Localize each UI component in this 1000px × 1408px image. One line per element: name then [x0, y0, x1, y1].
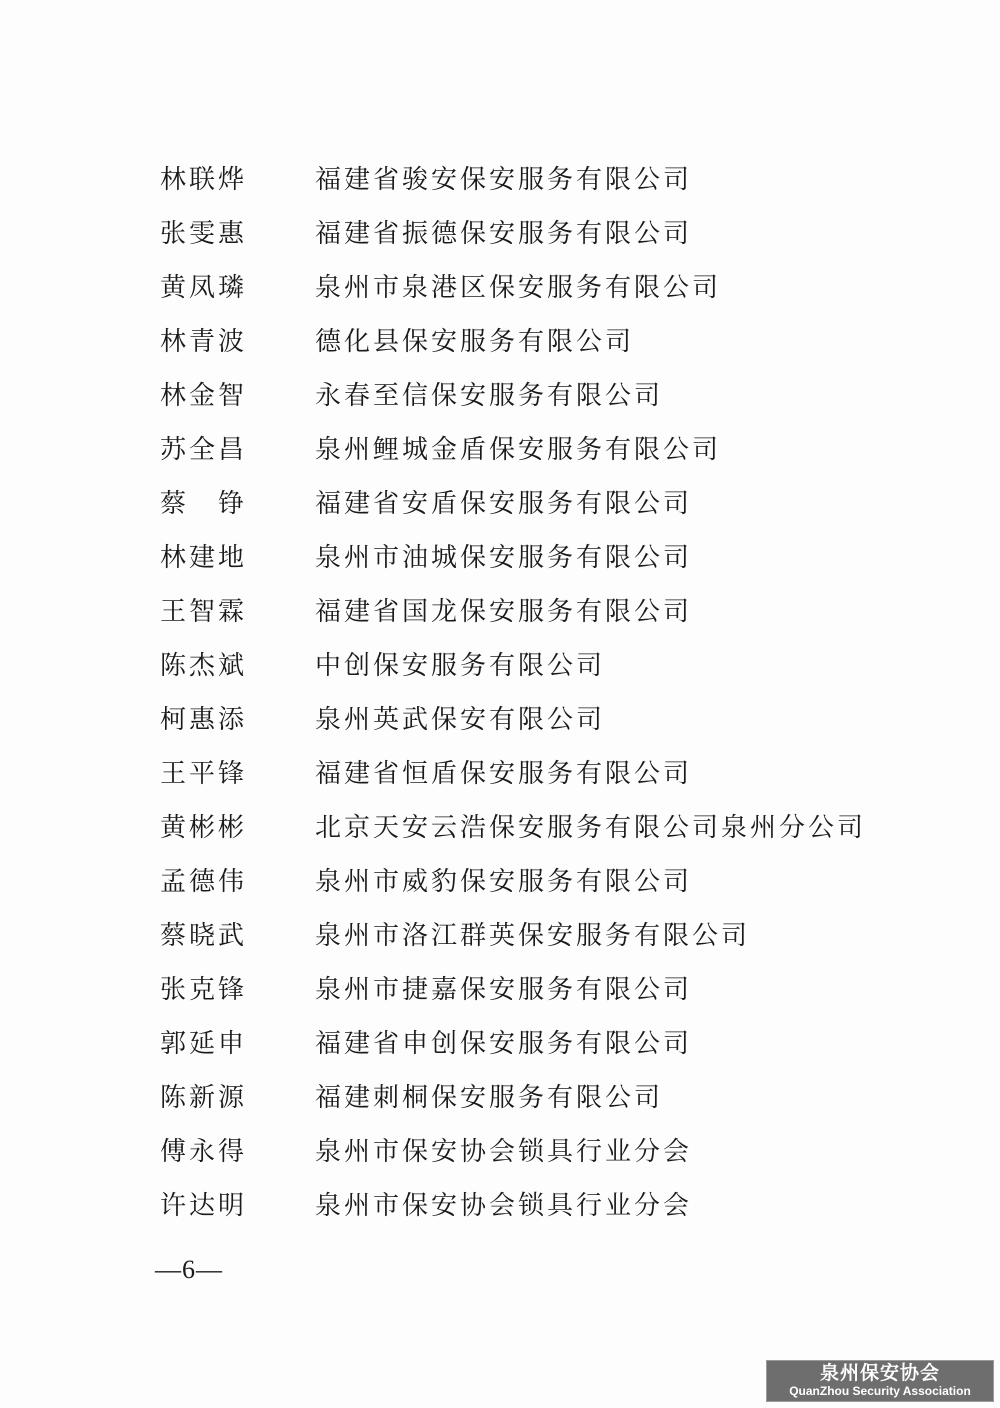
list-item — [160, 474, 920, 528]
watermark-title: 泉州保安协会 — [819, 1362, 940, 1384]
member-name: 郭延申 — [160, 1028, 248, 1059]
member-name: 傅永得 — [160, 1136, 248, 1167]
list-item — [160, 852, 920, 906]
list-item — [160, 582, 920, 636]
list-item — [160, 690, 920, 744]
member-list — [160, 150, 920, 1230]
member-organization: 福建省安盾保安服务有限公司 — [315, 488, 693, 519]
member-name: 王平锋 — [160, 758, 248, 789]
member-organization: 泉州英武保安有限公司 — [315, 704, 606, 735]
member-organization: 福建省国龙保安服务有限公司 — [315, 596, 693, 627]
member-organization: 福建刺桐保安服务有限公司 — [315, 1082, 664, 1113]
member-organization: 德化县保安服务有限公司 — [315, 326, 635, 357]
list-item — [160, 312, 920, 366]
member-organization: 泉州市捷嘉保安服务有限公司 — [315, 974, 693, 1005]
page-number: —6— — [155, 1255, 223, 1284]
member-organization: 泉州市洛江群英保安服务有限公司 — [315, 920, 751, 951]
member-name: 林联烨 — [160, 164, 248, 195]
member-organization: 泉州市油城保安服务有限公司 — [315, 542, 693, 573]
member-name: 林建地 — [160, 542, 248, 573]
list-item — [160, 744, 920, 798]
association-watermark — [766, 1360, 994, 1402]
member-name: 林青波 — [160, 326, 248, 357]
member-name: 张雯惠 — [160, 218, 248, 249]
member-organization: 福建省恒盾保安服务有限公司 — [315, 758, 693, 789]
member-name: 陈新源 — [160, 1082, 248, 1113]
member-organization: 泉州市保安协会锁具行业分会 — [315, 1136, 693, 1167]
list-item — [160, 366, 920, 420]
member-name: 孟德伟 — [160, 866, 248, 897]
list-item — [160, 1122, 920, 1176]
member-name: 陈杰斌 — [160, 650, 248, 681]
member-organization: 泉州市保安协会锁具行业分会 — [315, 1190, 693, 1221]
list-item — [160, 1176, 920, 1230]
list-item — [160, 420, 920, 474]
list-item — [160, 1068, 920, 1122]
watermark-subtitle: QuanZhou Security Association — [789, 1384, 971, 1398]
member-organization: 中创保安服务有限公司 — [315, 650, 606, 681]
member-organization: 福建省骏安保安服务有限公司 — [315, 164, 693, 195]
list-item — [160, 636, 920, 690]
member-name: 王智霖 — [160, 596, 248, 627]
member-organization: 福建省振德保安服务有限公司 — [315, 218, 693, 249]
list-item — [160, 1014, 920, 1068]
member-name: 林金智 — [160, 380, 248, 411]
list-item — [160, 258, 920, 312]
member-name: 张克锋 — [160, 974, 248, 1005]
member-name: 蔡晓武 — [160, 920, 248, 951]
member-name: 柯惠添 — [160, 704, 248, 735]
list-item — [160, 204, 920, 258]
member-organization: 泉州市威豹保安服务有限公司 — [315, 866, 693, 897]
member-name: 黄凤璘 — [160, 272, 248, 303]
member-name: 苏全昌 — [160, 434, 248, 465]
member-organization: 北京天安云浩保安服务有限公司泉州分公司 — [315, 812, 867, 843]
member-organization: 永春至信保安服务有限公司 — [315, 380, 664, 411]
list-item — [160, 150, 920, 204]
member-name: 许达明 — [160, 1190, 248, 1221]
list-item — [160, 906, 920, 960]
list-item — [160, 960, 920, 1014]
member-organization: 福建省申创保安服务有限公司 — [315, 1028, 693, 1059]
member-organization: 泉州市泉港区保安服务有限公司 — [315, 272, 722, 303]
list-item — [160, 528, 920, 582]
member-name: 蔡 铮 — [160, 488, 248, 519]
list-item — [160, 798, 920, 852]
member-name: 黄彬彬 — [160, 812, 248, 843]
member-organization: 泉州鲤城金盾保安服务有限公司 — [315, 434, 722, 465]
